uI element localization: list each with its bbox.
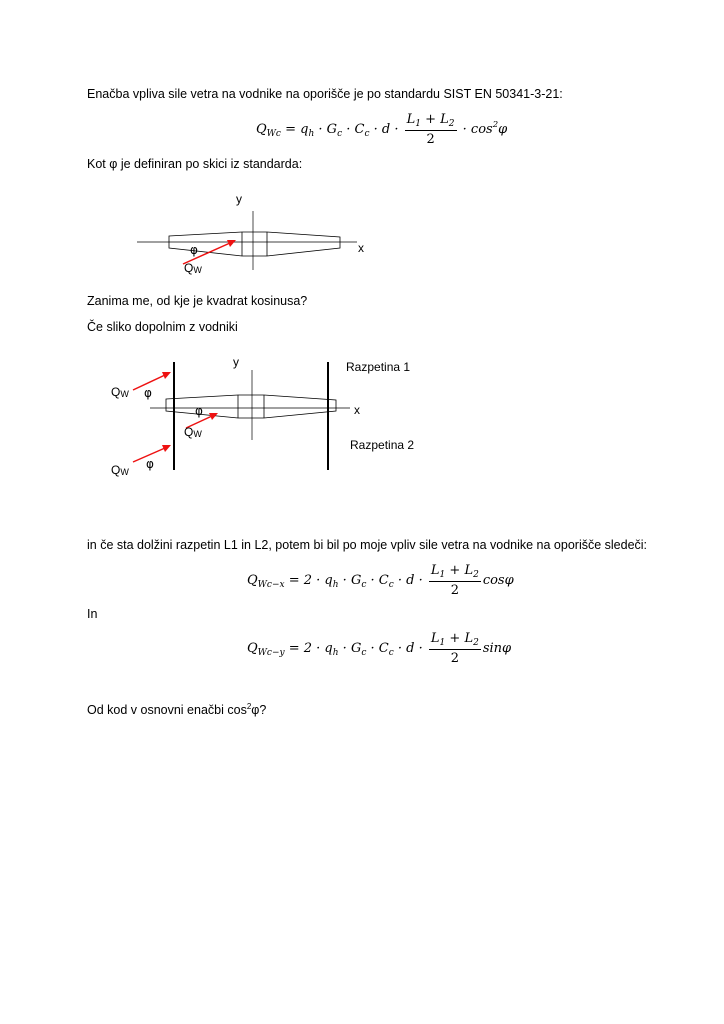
crossarm <box>166 395 336 418</box>
label-q-center: QW <box>184 425 202 439</box>
and-text: In <box>87 607 98 621</box>
span-1-label: Razpetina 1 <box>346 360 411 374</box>
label-y: y <box>236 192 242 206</box>
final-question: Od kod v osnovni enačbi $\cos^2\varphi$? <box>87 702 267 718</box>
conclusion-text: in če sta dolžini razpetin L1 in L2, potem bi bil po moje vpliv sile vetra na vodnike na oporišče sledeči: <box>87 538 648 552</box>
completion-text: Če sliko dopolnim z vodniki <box>87 320 238 334</box>
label-phi: φ <box>190 243 198 257</box>
label-x: x <box>358 241 364 255</box>
formula-x: $Q_{Wc-x} = 2 \cdot q_h \cdot G_c \cdot C_c \cdot d$ · $\frac{L_1 + L_2}{2}$ cosφ <box>247 563 514 598</box>
question-text: Zanima me, od kje je kvadrat kosinusa? <box>87 294 308 308</box>
angle-definition-text: Kot φ je definiran po skici iz standarda: <box>87 157 303 171</box>
label-phi-lower: φ <box>146 457 154 471</box>
label-q: QW <box>184 261 202 275</box>
label-phi-center: φ <box>195 404 203 418</box>
sketch-standard <box>0 0 724 300</box>
label-q-upper: QW <box>111 385 129 399</box>
intro-text: Enačba vpliva sile vetra na vodnike na oporišče je po standardu SIST EN 50341-3-21: <box>87 87 563 101</box>
span-2-label: Razpetina 2 <box>350 438 415 452</box>
fraction: $\frac{L_1 + L_2}{2}$ <box>406 112 455 147</box>
formula-main: $Q_{Wc} = q_h \cdot G_c \cdot C_c \cdot d$ · $\frac{L_1 + L_2}{2}$ · $\cos^2\varphi$ <box>256 112 508 147</box>
label-q-lower: QW <box>111 463 129 477</box>
label-x: x <box>354 403 360 417</box>
label-y: y <box>233 355 239 369</box>
formula-y: $Q_{Wc-y} = 2 \cdot q_h \cdot G_c \cdot C_c \cdot d$ · $\frac{L_1 + L_2}{2}$ sinφ <box>247 631 512 666</box>
sketch-with-conductors <box>0 340 724 490</box>
label-phi-upper: φ <box>144 386 152 400</box>
